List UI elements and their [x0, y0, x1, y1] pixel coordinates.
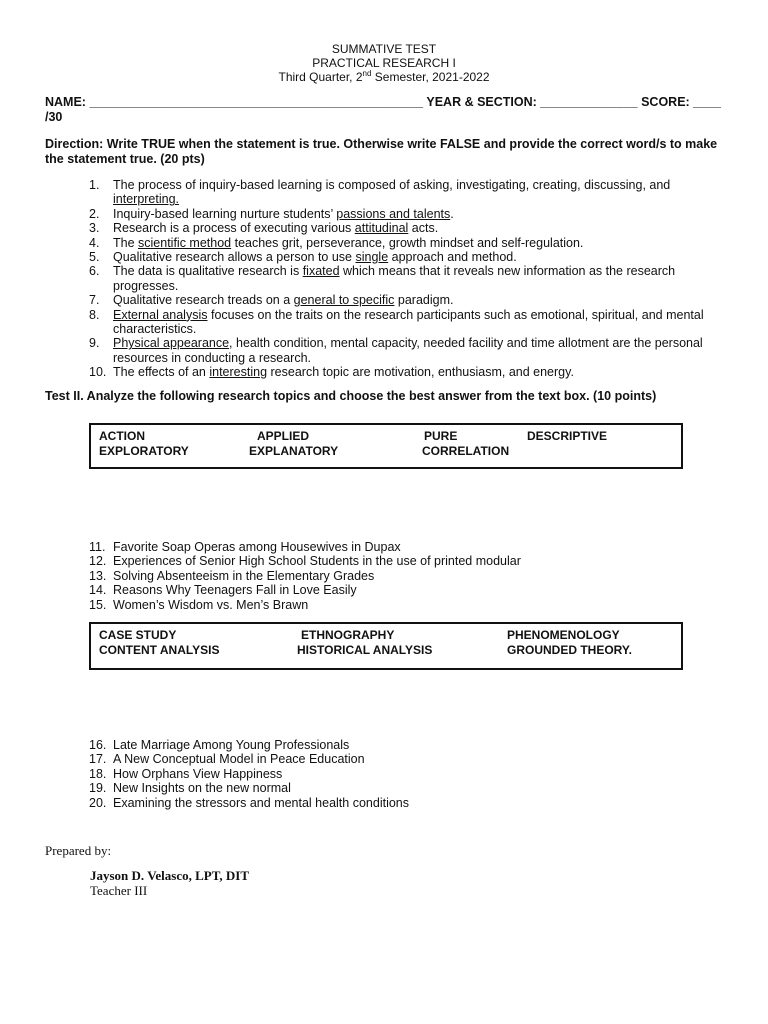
list-item: [89, 293, 718, 308]
item-text: .: [450, 206, 454, 221]
item-text: focuses on the traits on the research participants such as emotional, spiritual, and mental characteristics.: [113, 307, 704, 337]
item-number: 6.: [89, 264, 100, 279]
test2-heading: Test II. Analyze the following research topics and choose the best answer from the text box. (10 points): [45, 389, 657, 403]
choice-label: APPLIED: [257, 429, 310, 443]
underlined-term: External analysis: [113, 307, 208, 322]
item-number: 18.: [89, 766, 107, 781]
choice-label: DESCRIPTIVE: [527, 429, 608, 443]
item-text: Reasons Why Teenagers Fall in Love Easily: [113, 583, 357, 598]
test2-list-b: [89, 738, 718, 810]
item-number: 8.: [89, 307, 100, 322]
underlined-term: attitudinal: [354, 221, 409, 236]
item-text: Late Marriage Among Young Professionals: [113, 738, 350, 752]
signer-role: Teacher III: [90, 883, 148, 898]
quarter-line: [0, 70, 768, 84]
item-number: 4.: [89, 235, 100, 250]
choice-label: ETHNOGRAPHY: [301, 628, 395, 642]
list-item: [89, 795, 718, 810]
item-text: Favorite Soap Operas among Housewives in Dupax: [113, 540, 401, 554]
item-number: 5.: [89, 250, 100, 265]
list-item: [89, 568, 718, 583]
underlined-term: Physical appearance: [113, 336, 230, 351]
item-text: approach and method.: [388, 250, 517, 265]
choice-label: ACTION: [99, 429, 145, 443]
list-item: [89, 178, 718, 207]
list-item: [89, 766, 718, 781]
item-number: 12.: [89, 554, 107, 569]
item-text: A New Conceptual Model in Peace Education: [113, 752, 365, 767]
item-text: research topic are motivation, enthusiasm, and energy.: [267, 365, 574, 380]
item-number: 9.: [89, 336, 100, 351]
item-text: acts.: [408, 221, 439, 236]
item-text: Examining the stressors and mental health conditions: [113, 795, 409, 810]
quarter-suffix: Semester, 2021-2022: [371, 70, 490, 84]
item-number: 14.: [89, 583, 107, 598]
underlined-term: scientific method: [138, 235, 232, 250]
item-text: teaches grit, perseverance, growth mindset and self-regulation.: [231, 235, 584, 250]
choice-label: HISTORICAL ANALYSIS: [297, 643, 433, 657]
document-header: [0, 42, 768, 84]
choice-label: PHENOMENOLOGY: [507, 628, 620, 642]
underlined-term: general to specific: [293, 293, 395, 308]
list-item: [89, 221, 718, 236]
list-item: [89, 752, 718, 767]
underlined-term: interpreting.: [113, 192, 180, 207]
item-text: How Orphans View Happiness: [113, 766, 283, 781]
quarter-superscript: nd: [362, 69, 372, 78]
choice-label: CONTENT ANALYSIS: [99, 643, 220, 657]
underlined-term: passions and talents: [336, 206, 451, 221]
list-item: [89, 781, 718, 796]
list-item: [89, 365, 718, 380]
item-text: Solving Absenteeism in the Elementary Grades: [113, 568, 375, 583]
quarter-prefix: Third Quarter, 2: [278, 70, 363, 84]
name-year-score-line: NAME: ________________________________________________ YEAR & SECTION: ______________ SCORE: ____ /30: [45, 95, 721, 124]
list-item: [89, 738, 718, 752]
answer-choices-box-2: [89, 622, 683, 670]
subject-title: PRACTICAL RESEARCH I: [312, 56, 456, 70]
item-text: The process of inquiry-based learning is composed of asking, investigating, creating, discussing, and: [113, 178, 671, 192]
item-number: 11.: [89, 540, 106, 554]
direction-text: Direction: Write TRUE when the statement is true. Otherwise write FALSE and provide the correct word/s to make the statement true. (20 pts): [45, 137, 718, 166]
item-number: 17.: [89, 752, 107, 767]
item-number: 7.: [89, 293, 100, 308]
item-text: paradigm.: [394, 293, 454, 308]
test2-list-a: [89, 540, 718, 612]
list-item: [89, 206, 718, 221]
choice-label: PURE: [424, 429, 458, 443]
list-item: [89, 250, 718, 265]
list-item: [89, 264, 718, 293]
answer-choices-box-1: [89, 423, 683, 469]
underlined-term: fixated: [302, 264, 340, 279]
item-number: 3.: [89, 221, 100, 236]
list-item: [89, 336, 718, 365]
underlined-term: interesting: [209, 365, 268, 380]
item-number: 13.: [89, 568, 107, 583]
item-text: Qualitative research allows a person to use: [113, 250, 356, 265]
list-item: [89, 540, 718, 554]
item-number: 16.: [89, 738, 107, 752]
choice-label: EXPLORATORY: [99, 444, 189, 458]
item-text: , health condition, mental capacity, needed facility and time allotment are the personal resources in conducting a research.: [113, 336, 703, 365]
item-number: 15.: [89, 597, 107, 612]
test-title: SUMMATIVE TEST: [331, 42, 437, 56]
item-number: 2.: [89, 206, 100, 221]
list-item: [89, 554, 718, 569]
choice-label: GROUNDED THEORY.: [507, 643, 632, 657]
item-text: The: [113, 235, 139, 250]
list-item: [89, 235, 718, 250]
item-text: New Insights on the new normal: [113, 781, 291, 796]
item-text: which means that it reveals new information as the research progresses.: [113, 264, 676, 293]
prepared-by-label: Prepared by:: [45, 843, 112, 858]
list-item: [89, 307, 718, 337]
test1-list: [89, 178, 718, 380]
item-text: Research is a process of executing various: [113, 221, 355, 236]
item-number: 19.: [89, 781, 107, 796]
item-text: The data is qualitative research is: [113, 264, 303, 279]
item-number: 20.: [89, 795, 107, 810]
item-number: 1.: [89, 178, 100, 192]
list-item: [89, 597, 718, 612]
choice-label: CASE STUDY: [99, 628, 177, 642]
underlined-term: single: [355, 250, 389, 265]
choice-label: EXPLANATORY: [249, 444, 339, 458]
list-item: [89, 583, 718, 598]
signer-name: Jayson D. Velasco, LPT, DIT: [90, 868, 250, 883]
item-text: Qualitative research treads on a: [113, 293, 294, 308]
item-number: 10.: [89, 365, 107, 380]
item-text: Experiences of Senior High School Students in the use of printed modular: [113, 554, 521, 569]
choice-label: CORRELATION: [422, 444, 510, 458]
item-text: Women’s Wisdom vs. Men’s Brawn: [113, 597, 309, 612]
item-text: The effects of an: [113, 365, 210, 380]
item-text: Inquiry-based learning nurture students’: [113, 206, 337, 221]
